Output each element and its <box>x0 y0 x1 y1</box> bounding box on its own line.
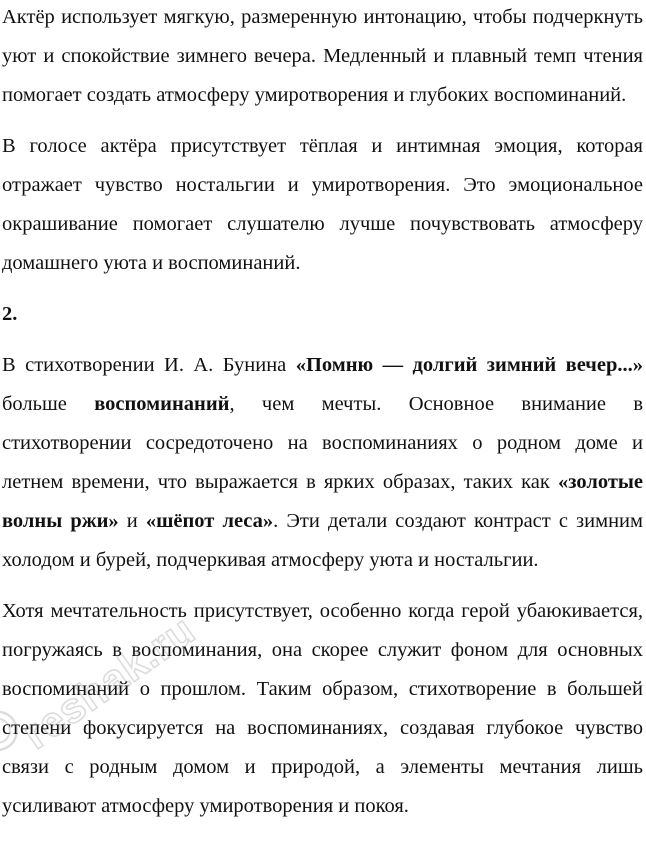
text-run: , чем мечты. Основное внимание в стихотворении сосредоточено на воспоминаниях о родном доме и летнем времени, что выражается в ярких образах, таких как <box>2 393 643 493</box>
paragraph-intonation: Актёр использует мягкую, размеренную интонацию, чтобы подчеркнуть уют и спокойствие зимнего вечера. Медленный и плавный темп чтения помогает создать атмосферу умиротворения и глубоких воспоминаний. <box>2 6 643 106</box>
paragraph-conclusion: Хотя мечтательность присутствует, особенно когда герой убаюкивается, погружаясь в воспоминания, она скорее служит фоном для основных воспоминаний о прошлом. Таким образом, стихотворение в большей степени фокусируется на воспоминаниях, создавая глубокое чувство связи с родным домом и природой, а элементы мечтания лишь усиливают атмосферу умиротворения и покоя. <box>2 600 643 817</box>
watermark-text: reshak.ru <box>14 605 204 758</box>
emphasis-memories: воспоминаний <box>94 393 230 415</box>
document-page <box>2 0 643 838</box>
text-run: . Эти детали создают контраст с зимним холодом и бурей, подчеркивая атмосферу уюта и ностальгии. <box>2 510 643 571</box>
paragraph-bunin-analysis <box>2 346 643 580</box>
text-run: больше <box>2 393 95 415</box>
text-run: В стихотворении И. А. Бунина <box>2 354 296 376</box>
text-run: и <box>118 510 146 532</box>
quote-golden-waves: «золотые волны ржи» <box>2 471 643 532</box>
quote-forest-whisper: «шёпот леса» <box>145 510 274 532</box>
poem-title: «Помню — долгий зимний вечер...» <box>295 354 643 376</box>
section-number: 2. <box>2 303 18 325</box>
paragraph-emotion: В голосе актёра присутствует тёплая и интимная эмоция, которая отражает чувство ностальгии и умиротворения. Это эмоциональное окрашивание помогает слушателю лучше почувствовать атмосферу домашнего уюта и воспоминаний. <box>2 135 643 274</box>
